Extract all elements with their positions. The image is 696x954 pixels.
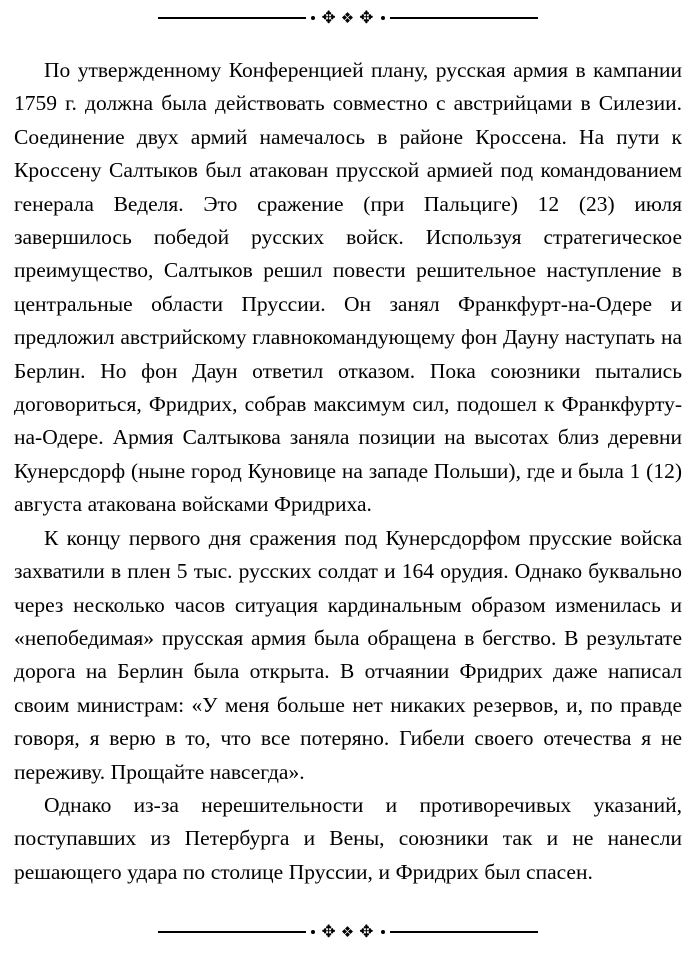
paragraph: К концу первого дня сражения под Кунерсдорфом прусские войска захватили в плен 5 тыс. русских солдат и 164 орудия. Однако буквально через несколько часов ситуация кардинальным образом изменилась и «непобедимая» прусская армия была обращена в бегство. В результате дорога на Берлин была открыта. В отчаянии Фридрих даже написал своим министрам: «У меня больше нет никаких резервов, и, по правде говоря, я верю в то, что все потеряно. Гибели своего отечества я не переживу. Прощайте навсегда». — [14, 525, 682, 784]
divider-rule-right — [390, 931, 538, 933]
ornament-divider-bottom — [14, 918, 682, 946]
ornament-center-glyph: ❖ — [340, 922, 356, 941]
divider-dot-right — [381, 16, 385, 20]
ornament-center-glyph: ❖ — [340, 8, 356, 27]
divider-rule-right — [390, 17, 538, 19]
divider-dot-left — [311, 16, 315, 20]
paragraph: Однако из-за нерешительности и противоречивых указаний, поступавших из Петербурга и Вены, союзники так и не нанесли решающего удара по столице Пруссии, и Фридрих был спасен. — [14, 792, 682, 884]
ornament-right-glyph: ✥ — [359, 7, 375, 28]
document-page — [0, 4, 696, 954]
divider-rule-left — [158, 931, 306, 933]
divider-rule-left — [158, 17, 306, 19]
divider-dot-left — [311, 930, 315, 934]
paragraph: По утвержденному Конференцией плану, русская армия в кампании 1759 г. должна была действовать совместно с австрийцами в Силезии. Соединение двух армий намечалось в районе Кроссена. На пути к Кроссену Салтыков был атакован прусской армией под командованием генерала Веделя. Это сражение (при Пальциге) 12 (23) июля завершилось победой русских войск. Используя стратегическое преимущество, Салтыков решил повести решительное наступление в центральные области Пруссии. Он занял Франкфурт-на-Одере и предложил австрийскому главнокомандующему фон Дауну наступать на Берлин. Но фон Даун ответил отказом. Пока союзники пытались договориться, Фридрих, собрав максимум сил, подошел к Франкфурту-на-Одере. Армия Салтыкова заняла позиции на высотах близ деревни Кунерсдорф (ныне город Куновице на западе Польши), где и была 1 (12) августа атакована войсками Фридриха. — [14, 58, 682, 517]
body-text — [14, 54, 682, 889]
ornament-divider-top — [14, 4, 682, 32]
ornament-left-glyph: ✥ — [321, 7, 337, 28]
ornament-left-glyph: ✥ — [321, 921, 337, 942]
divider-dot-right — [381, 930, 385, 934]
ornament-right-glyph: ✥ — [359, 921, 375, 942]
